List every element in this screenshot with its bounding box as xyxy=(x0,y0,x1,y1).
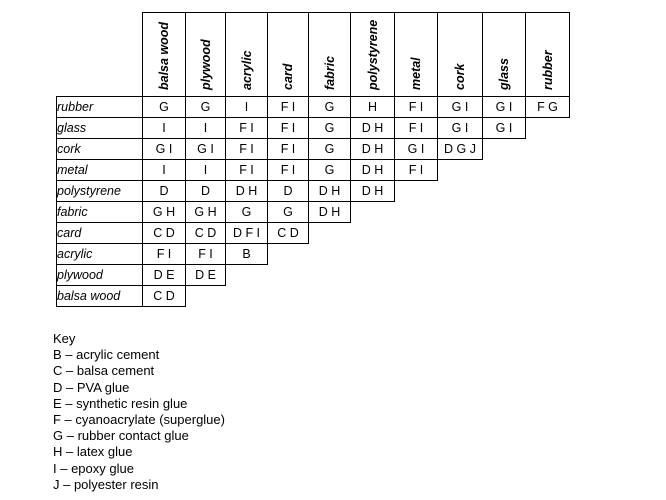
empty-cell xyxy=(438,265,483,286)
empty-cell xyxy=(526,265,570,286)
table-cell: D H xyxy=(351,181,395,202)
row-label: fabric xyxy=(57,202,143,223)
empty-cell xyxy=(483,181,526,202)
table-cell: G xyxy=(309,139,351,160)
table-row xyxy=(57,181,570,202)
empty-cell xyxy=(438,202,483,223)
table-cell: D H xyxy=(309,181,351,202)
table-cell: C D xyxy=(186,223,226,244)
empty-cell xyxy=(395,181,438,202)
table-cell: D H xyxy=(351,160,395,181)
table-cell: G xyxy=(226,202,268,223)
key-item: J – polyester resin xyxy=(53,476,159,492)
table-cell: F I xyxy=(268,118,309,139)
empty-cell xyxy=(483,265,526,286)
table-cell: G I xyxy=(438,97,483,118)
table-cell: D E xyxy=(186,265,226,286)
table-cell: F I xyxy=(395,118,438,139)
table-cell: G I xyxy=(143,139,186,160)
table-cell: D E xyxy=(143,265,186,286)
table-cell: G xyxy=(309,97,351,118)
empty-cell xyxy=(351,244,395,265)
empty-cell xyxy=(351,223,395,244)
table-cell: C D xyxy=(143,223,186,244)
column-header xyxy=(268,13,309,97)
table-cell: F I xyxy=(226,118,268,139)
table-cell: F I xyxy=(143,244,186,265)
table-row xyxy=(57,202,570,223)
table-cell: G I xyxy=(483,97,526,118)
table-cell: D H xyxy=(309,202,351,223)
empty-cell xyxy=(351,202,395,223)
key-item: E – synthetic resin glue xyxy=(53,395,188,411)
row-label: card xyxy=(57,223,143,244)
key-legend xyxy=(53,331,225,493)
table-cell: I xyxy=(143,118,186,139)
key-item: D – PVA glue xyxy=(53,379,130,395)
row-label: balsa wood xyxy=(57,286,143,307)
empty-cell xyxy=(395,286,438,307)
table-cell: G H xyxy=(186,202,226,223)
empty-cell xyxy=(526,160,570,181)
table-cell: F I xyxy=(395,160,438,181)
table-cell: G xyxy=(268,202,309,223)
table-cell: G xyxy=(143,97,186,118)
table-cell: G I xyxy=(186,139,226,160)
table-cell: G I xyxy=(438,118,483,139)
empty-cell xyxy=(395,244,438,265)
key-item: B – acrylic cement xyxy=(53,347,160,363)
empty-cell xyxy=(268,244,309,265)
table-cell: D G J xyxy=(438,139,483,160)
column-header-label: rubber xyxy=(540,50,555,90)
column-header xyxy=(143,13,186,97)
row-label: glass xyxy=(57,118,143,139)
row-label: polystyrene xyxy=(57,181,143,202)
table-cell: D H xyxy=(351,118,395,139)
empty-cell xyxy=(526,223,570,244)
table-cell: I xyxy=(143,160,186,181)
table-cell: D F I xyxy=(226,223,268,244)
empty-cell xyxy=(438,286,483,307)
table-cell: F I xyxy=(186,244,226,265)
row-label: plywood xyxy=(57,265,143,286)
table-cell: G H xyxy=(143,202,186,223)
table-cell: I xyxy=(186,118,226,139)
column-header xyxy=(186,13,226,97)
table-cell: D xyxy=(268,181,309,202)
table-cell: I xyxy=(226,97,268,118)
column-header-label: glass xyxy=(497,58,511,90)
table-row xyxy=(57,97,570,118)
column-header xyxy=(226,13,268,97)
header-row xyxy=(57,13,570,97)
empty-cell xyxy=(483,160,526,181)
table-row xyxy=(57,139,570,160)
table-cell: G I xyxy=(483,118,526,139)
empty-cell xyxy=(483,202,526,223)
empty-cell xyxy=(186,286,226,307)
row-label: metal xyxy=(57,160,143,181)
table-cell: D H xyxy=(351,139,395,160)
table-cell: G xyxy=(186,97,226,118)
empty-cell xyxy=(483,139,526,160)
key-title: Key xyxy=(53,331,76,346)
table-cell: D H xyxy=(226,181,268,202)
column-header-label: polystyrene xyxy=(365,19,380,90)
key-item: F – cyanoacrylate (superglue) xyxy=(53,412,225,428)
table-cell: D xyxy=(186,181,226,202)
column-header-label: cork xyxy=(453,63,467,90)
table-row xyxy=(57,265,570,286)
table-cell: F I xyxy=(268,160,309,181)
table-cell: C D xyxy=(268,223,309,244)
column-header-label: balsa wood xyxy=(157,21,171,90)
row-label: rubber xyxy=(57,97,143,118)
table-cell: I xyxy=(186,160,226,181)
column-header-label: fabric xyxy=(322,55,337,90)
empty-cell xyxy=(526,181,570,202)
column-header xyxy=(351,13,395,97)
empty-cell xyxy=(226,265,268,286)
column-header-label: plywood xyxy=(198,39,213,90)
key-item: I – epoxy glue xyxy=(53,460,134,476)
table-cell: G xyxy=(309,160,351,181)
empty-cell xyxy=(309,286,351,307)
table-row xyxy=(57,160,570,181)
table-row xyxy=(57,223,570,244)
table-row xyxy=(57,286,570,307)
row-label: acrylic xyxy=(57,244,143,265)
empty-cell xyxy=(309,244,351,265)
empty-cell xyxy=(309,265,351,286)
empty-cell xyxy=(526,244,570,265)
column-header xyxy=(526,13,570,97)
corner-cell xyxy=(57,13,143,97)
table-cell: D xyxy=(143,181,186,202)
empty-cell xyxy=(395,223,438,244)
table-cell: F G xyxy=(526,97,570,118)
column-header-label: card xyxy=(281,63,295,90)
column-header-label: metal xyxy=(409,57,423,90)
table-body xyxy=(57,97,570,307)
table-cell: H xyxy=(351,97,395,118)
column-header xyxy=(395,13,438,97)
empty-cell xyxy=(351,265,395,286)
empty-cell xyxy=(268,286,309,307)
table-cell: F I xyxy=(226,139,268,160)
table-row xyxy=(57,118,570,139)
key-item: C – balsa cement xyxy=(53,363,155,379)
column-header-label: acrylic xyxy=(239,50,254,90)
key-item: H – latex glue xyxy=(53,444,133,460)
table-cell: B xyxy=(226,244,268,265)
table-cell: G xyxy=(309,118,351,139)
empty-cell xyxy=(438,223,483,244)
table-cell: F I xyxy=(395,97,438,118)
table-cell: C D xyxy=(143,286,186,307)
empty-cell xyxy=(395,265,438,286)
empty-cell xyxy=(351,286,395,307)
empty-cell xyxy=(438,181,483,202)
empty-cell xyxy=(268,265,309,286)
table-cell: F I xyxy=(268,139,309,160)
empty-cell xyxy=(526,202,570,223)
column-header xyxy=(483,13,526,97)
empty-cell xyxy=(395,202,438,223)
table-cell: F I xyxy=(226,160,268,181)
empty-cell xyxy=(438,244,483,265)
empty-cell xyxy=(526,118,570,139)
table-cell: G I xyxy=(395,139,438,160)
empty-cell xyxy=(483,286,526,307)
empty-cell xyxy=(226,286,268,307)
column-header xyxy=(309,13,351,97)
table-row xyxy=(57,244,570,265)
empty-cell xyxy=(483,223,526,244)
key-item: G – rubber contact glue xyxy=(53,428,189,444)
empty-cell xyxy=(438,160,483,181)
column-header xyxy=(438,13,483,97)
empty-cell xyxy=(526,286,570,307)
row-label: cork xyxy=(57,139,143,160)
empty-cell xyxy=(309,223,351,244)
adhesive-table xyxy=(56,12,570,307)
empty-cell xyxy=(526,139,570,160)
empty-cell xyxy=(483,244,526,265)
table-cell: F I xyxy=(268,97,309,118)
